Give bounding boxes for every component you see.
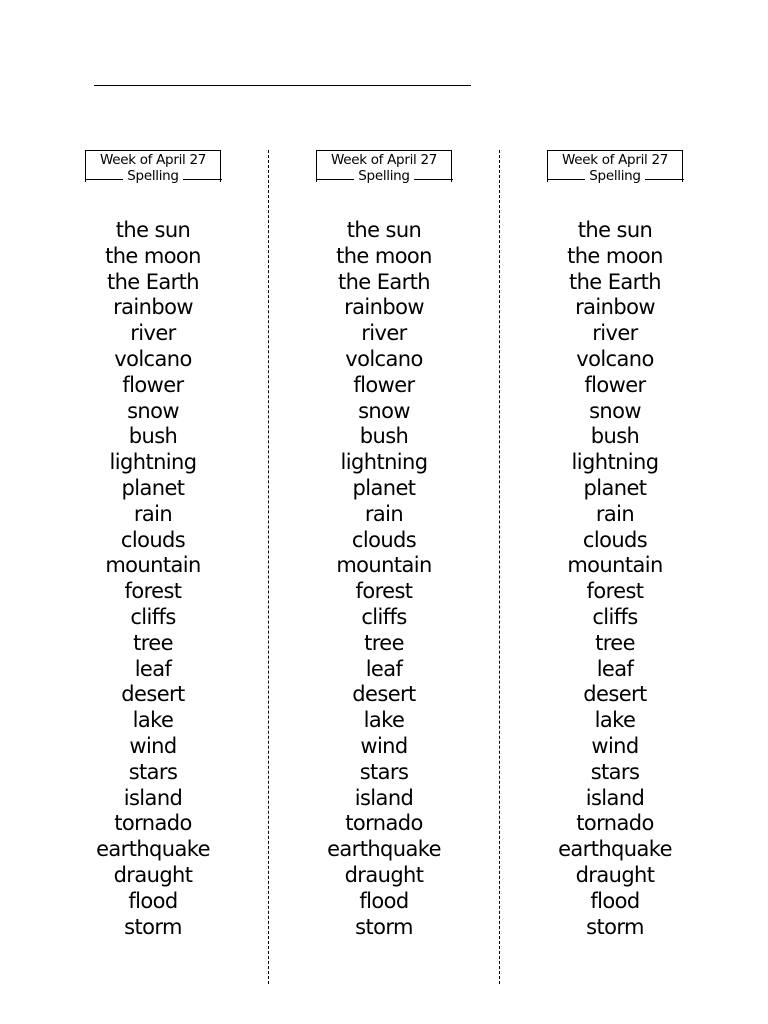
spelling-word: cliffs: [361, 604, 407, 629]
spelling-word: volcano: [345, 346, 423, 371]
spelling-word: tree: [364, 630, 404, 655]
spelling-word: rain: [364, 501, 404, 526]
spelling-word: planet: [352, 475, 416, 500]
spelling-word: flower: [353, 372, 415, 397]
spelling-word: rainbow: [113, 295, 193, 320]
word-list: [500, 218, 730, 940]
spelling-word: mountain: [336, 553, 432, 578]
spelling-word: storm: [355, 914, 413, 939]
spelling-word: snow: [358, 398, 410, 423]
spelling-word: bush: [359, 424, 409, 449]
name-write-line: [94, 85, 471, 86]
spelling-word: stars: [590, 759, 640, 784]
spelling-word: snow: [127, 398, 179, 423]
label-subtitle: Spelling: [589, 168, 641, 184]
spelling-word: stars: [128, 759, 178, 784]
spelling-word: tornado: [576, 811, 654, 836]
spelling-word: storm: [586, 914, 644, 939]
spelling-word: lightning: [340, 450, 428, 475]
spelling-word: river: [592, 321, 638, 346]
strip-label: [316, 150, 452, 182]
spelling-word: planet: [121, 475, 185, 500]
label-subtitle: Spelling: [358, 168, 410, 184]
spelling-word: mountain: [105, 553, 201, 578]
spelling-word: draught: [113, 862, 193, 887]
spelling-word: the moon: [105, 243, 201, 268]
spelling-word: snow: [589, 398, 641, 423]
label-title: Week of April 27: [330, 152, 438, 168]
label-title: Week of April 27: [99, 152, 207, 168]
spelling-word: flood: [128, 888, 178, 913]
spelling-word: rainbow: [575, 295, 655, 320]
spelling-word: flood: [359, 888, 409, 913]
spelling-word: bush: [590, 424, 640, 449]
spelling-word: island: [354, 785, 414, 810]
spelling-word: desert: [583, 682, 647, 707]
spelling-word: lake: [132, 708, 174, 733]
spelling-word: the moon: [336, 243, 432, 268]
spelling-word: desert: [121, 682, 185, 707]
spelling-word: the sun: [115, 218, 191, 242]
spelling-word: lake: [594, 708, 636, 733]
spelling-word: cliffs: [130, 604, 176, 629]
spelling-word: wind: [360, 733, 408, 758]
spelling-word: draught: [575, 862, 655, 887]
spelling-word: earthquake: [327, 837, 441, 862]
spelling-word: rain: [133, 501, 173, 526]
spelling-word: wind: [591, 733, 639, 758]
spelling-word: flood: [590, 888, 640, 913]
spelling-word: draught: [344, 862, 424, 887]
spelling-word: mountain: [567, 553, 663, 578]
spelling-word: leaf: [134, 656, 172, 681]
spelling-word: desert: [352, 682, 416, 707]
spelling-word: storm: [124, 914, 182, 939]
spelling-word: earthquake: [96, 837, 210, 862]
strip-label: [85, 150, 221, 182]
spelling-word: river: [361, 321, 407, 346]
spelling-word: volcano: [114, 346, 192, 371]
spelling-word: clouds: [120, 527, 186, 552]
spelling-word: tree: [133, 630, 173, 655]
spelling-word: tornado: [345, 811, 423, 836]
spelling-word: lightning: [571, 450, 659, 475]
spelling-word: island: [585, 785, 645, 810]
spelling-word: forest: [355, 579, 413, 604]
spelling-word: planet: [583, 475, 647, 500]
spelling-word: the sun: [577, 218, 653, 242]
spelling-word: the Earth: [106, 269, 200, 294]
spelling-word: river: [130, 321, 176, 346]
spelling-strip-2: [269, 150, 499, 939]
label-title: Week of April 27: [561, 152, 669, 168]
spelling-word: cliffs: [592, 604, 638, 629]
spelling-word: flower: [122, 372, 184, 397]
spelling-word: leaf: [365, 656, 403, 681]
spelling-word: the Earth: [568, 269, 662, 294]
spelling-word: stars: [359, 759, 409, 784]
spelling-word: wind: [129, 733, 177, 758]
spelling-word: flower: [584, 372, 646, 397]
spelling-strip-1: [38, 150, 268, 939]
spelling-word: rain: [595, 501, 635, 526]
spelling-word: clouds: [351, 527, 417, 552]
word-list: [269, 218, 499, 940]
spelling-word: bush: [128, 424, 178, 449]
spelling-word: lake: [363, 708, 405, 733]
spelling-word: earthquake: [558, 837, 672, 862]
spelling-word: rainbow: [344, 295, 424, 320]
spelling-word: lightning: [109, 450, 197, 475]
spelling-word: forest: [124, 579, 182, 604]
spelling-word: the Earth: [337, 269, 431, 294]
spelling-word: clouds: [582, 527, 648, 552]
strip-label: [547, 150, 683, 182]
spelling-word: volcano: [576, 346, 654, 371]
label-subtitle: Spelling: [127, 168, 179, 184]
spelling-word: forest: [586, 579, 644, 604]
spelling-strip-3: [500, 150, 730, 939]
spelling-word: tornado: [114, 811, 192, 836]
word-list: [38, 218, 268, 940]
spelling-word: the moon: [567, 243, 663, 268]
spelling-word: island: [123, 785, 183, 810]
spelling-word: leaf: [596, 656, 634, 681]
spelling-word: the sun: [346, 218, 422, 242]
spelling-word: tree: [595, 630, 635, 655]
